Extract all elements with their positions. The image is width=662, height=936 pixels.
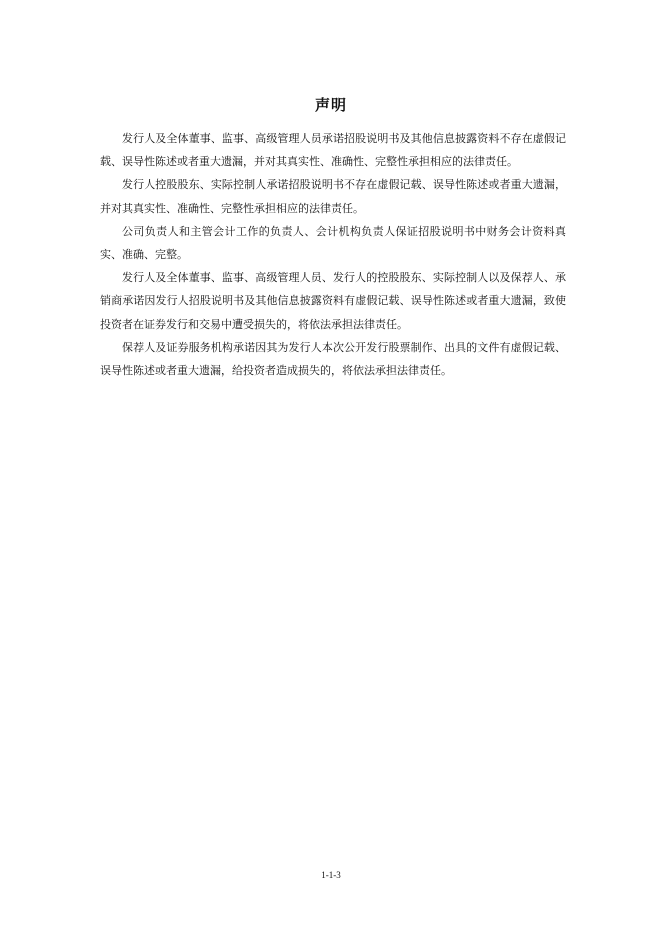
paragraph-service-institutions: 保荐人及证券服务机构承诺因其为发行人本次公开发行股票制作、出具的文件有虚假记载、误导性陈述或者重大遗漏，给投资者造成损失的，将依法承担法律责任。	[100, 340, 566, 378]
paragraph-sponsor-underwriter: 发行人及全体董事、监事、高级管理人员、发行人的控股股东、实际控制人以及保荐人、承销商承诺因发行人招股说明书及其他信息披露资料有虚假记载、误导性陈述或者重大遗漏，致使投资者在证券发行和交易中遭受损失的，将依法承担法律责任。	[100, 271, 566, 331]
page-title: 声明	[314, 96, 347, 114]
paragraph-controlling-shareholder: 发行人控股股东、实际控制人承诺招股说明书不存在虚假记载、误导性陈述或者重大遗漏，并对其真实性、准确性、完整性承担相应的法律责任。	[100, 178, 566, 215]
paragraph-accounting-officers: 公司负责人和主管会计工作的负责人、会计机构负责人保证招股说明书中财务会计资料真实、准确、完整。	[100, 224, 566, 262]
paragraph-issuer-directors: 发行人及全体董事、监事、高级管理人员承诺招股说明书及其他信息披露资料不存在虚假记载、误导性陈述或者重大遗漏，并对其真实性、准确性、完整性承担相应的法律责任。	[100, 132, 566, 169]
page-number: 1-1-3	[321, 870, 341, 880]
declaration-body	[100, 127, 566, 382]
